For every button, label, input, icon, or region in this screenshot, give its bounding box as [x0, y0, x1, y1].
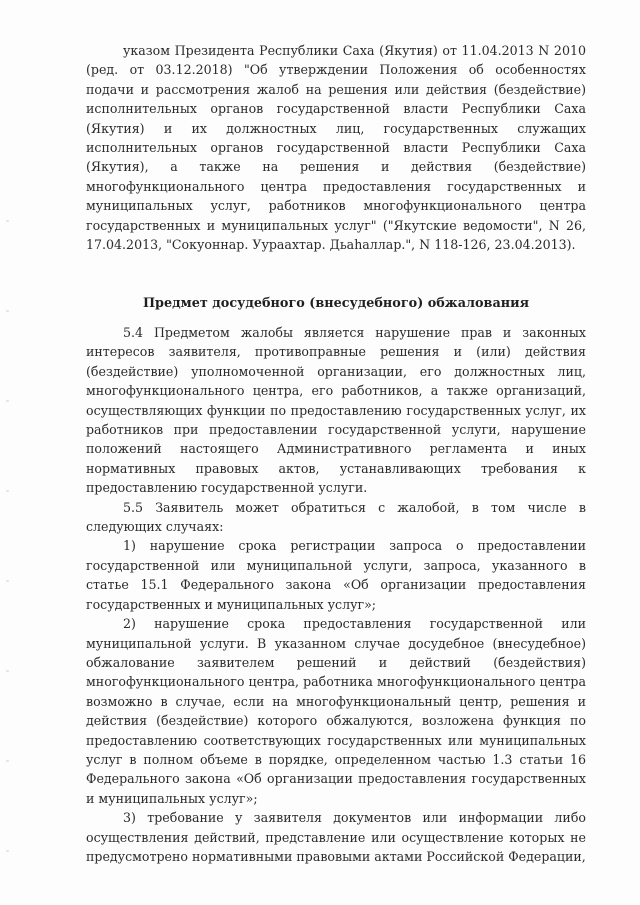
list-item-3: 3) требование у заявителя документов или информации либо осуществления действий, представление или осуществление которых не предусмотрено нормативными правовыми актами Российской Федерации, [86, 810, 586, 864]
list-item-1: 1) нарушение срока регистрации запроса о предоставлении государственной или муниципальной услуги, запроса, указанного в статье 15.1 Федерального закона «Об организации предоставления государственных и муниципальных услуг»; [86, 538, 586, 612]
section-heading: Предмет досудебного (внесудебного) обжалования [142, 296, 530, 311]
scan-margin-artifact [6, 180, 9, 860]
paragraph-5-4: 5.4 Предметом жалобы является нарушение прав и законных интересов заявителя, противоправные решения и (или) действия (бездействие) уполномоченной организации, его должностных лиц, многофункционального центра, его работников, а также организаций, осуществляющих функции по предоставлению государственных услуг, их работников при предоставлении государственной услуги, нарушение положений настоящего Административного регламента и иных нормативных правовых актов, устанавливающих требования к предоставлению государственной услуги. [86, 325, 586, 496]
section-body [86, 323, 586, 866]
list-item-2: 2) нарушение срока предоставления государственной или муниципальной услуги. В указанном случае досудебное (внесудебное) обжалование заявителем решений и действий (бездействия) многофункционального центра, работника многофункционального центра возможно в случае, если на многофункциональный центр, решения и действия (бездействие) которого обжалуются, возложена функция по предоставлению соответствующих государственных или муниципальных услуг в полном объеме в порядке, определенном частью 1.3 статьи 16 Федерального закона «Об организации предоставления государственных и муниципальных услуг»; [86, 616, 586, 806]
intro-block [86, 41, 586, 254]
paragraph-5-5: 5.5 Заявитель может обратиться с жалобой, в том числе в следующих случаях: [86, 499, 586, 535]
intro-paragraph: указом Президента Республики Саха (Якутия) от 11.04.2013 N 2010 (ред. от 03.12.2018) "Об утверждении Положения об особенностях подачи и рассмотрения жалоб на решения или действия (бездействие) исполнительных органов государственной власти Республики Саха (Якутия) и их должностных лиц, государственных служащих исполнительных органов государственной власти Республики Саха (Якутия), а также на решения и действия (бездействие) многофункционального центра предоставления государственных и муниципальных услуг, работников многофункционального центра государственных и муниципальных услуг" ("Якутские ведомости", N 26, 17.04.2013, "Сокуоннар. Уураахтар. Дьаһаллар.", N 118-126, 23.04.2013). [86, 43, 586, 253]
